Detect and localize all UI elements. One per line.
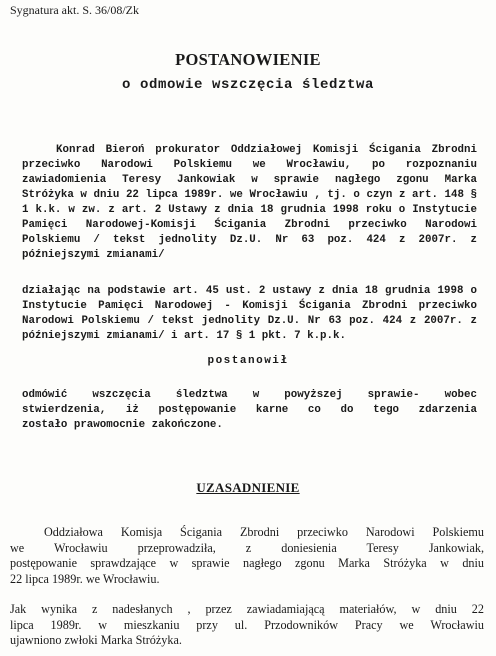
text-line: 22 lipca 1989r. we Wrocławiu. (10, 571, 160, 586)
text-line: działając na podstawie art. 45 ust. 2 ustawy z dnia 18 grudnia 1998 o (22, 285, 477, 297)
text-line: we Wrocławiu przeprowadziła, z doniesienia Teresy Jankowiak, (10, 540, 484, 555)
text-line: Instytucie Pamięci Narodowej - Komisji Ścigania Zbrodni przeciwko (22, 300, 477, 312)
case-signature: Sygnatura akt. S. 36/08/Zk (10, 3, 139, 17)
text-line: stwierdzenia, iż postępowanie karne co do tego zdarzenia (22, 404, 477, 416)
text-line: Pamięci Narodowej-Komisji Ścigania Zbrodni przeciwko Narodowi (22, 219, 477, 231)
legal-basis-paragraph (22, 284, 477, 344)
text-line: ujawniono zwłoki Marka Stróżyka. (10, 633, 182, 647)
decision-heading: postanowił (207, 355, 289, 367)
text-line: postępowanie sprawdzające w sprawie nagłego zgonu Marka Stróżyka w dniu (10, 556, 484, 570)
text-line: zostało prawomocnie zakończone. (22, 419, 223, 431)
text-line: przeciwko Narodowi Polskiemu we Wrocławiu, po rozpoznaniu (22, 159, 477, 171)
text-line: 1 k.k. w zw. z art. 2 Ustawy z dnia 18 grudnia 1998 roku o Instytucie (22, 204, 477, 216)
text-line: odmówić wszczęcia śledztwa w powyższej sprawie- wobec (22, 389, 477, 401)
text-line: Konrad Bieroń prokurator Oddziałowej Komisji Ścigania Zbrodni (56, 144, 477, 156)
justification-paragraph-2 (10, 602, 484, 649)
text-line: Oddziałowa Komisja Ścigania Zbrodni przeciwko Narodowi Polskiemu (44, 525, 484, 539)
document-subtitle: o odmowie wszczęcia śledztwa (121, 77, 375, 93)
justification-heading: UZASADNIENIE (196, 480, 300, 495)
text-line: późniejszymi zmianami/ i art. 17 § 1 pkt. 7 k.p.k. (22, 330, 346, 342)
text-line: lipca 1989r. w mieszkaniu przy ul. Przodowników Pracy we Wrocławiu (10, 617, 484, 632)
text-line: Narodowi Polskiemu / tekst jednolity Dz.U. Nr 63 poz. 424 z 2007r. z (22, 315, 477, 327)
document-title: POSTANOWIENIE (175, 50, 321, 69)
text-line: późniejszymi zmianami/ (22, 249, 165, 261)
text-line: zawiadomienia Teresy Jankowiak w sprawie nagłego zgonu Marka (22, 174, 477, 186)
intro-paragraph (22, 143, 477, 263)
text-line: Polskiemu / tekst jednolity Dz.U. Nr 63 poz. 424 z 2007r. z (22, 234, 477, 246)
text-line: Stróżyka w dniu 22 lipca 1989r. we Wrocławiu , tj. o czyn z art. 148 § (22, 189, 477, 201)
justification-paragraph-1 (10, 525, 484, 587)
decision-paragraph (22, 388, 477, 433)
text-line: Jak wynika z nadesłanych , przez zawiadamiającą materiałów, w dniu 22 (10, 602, 484, 616)
